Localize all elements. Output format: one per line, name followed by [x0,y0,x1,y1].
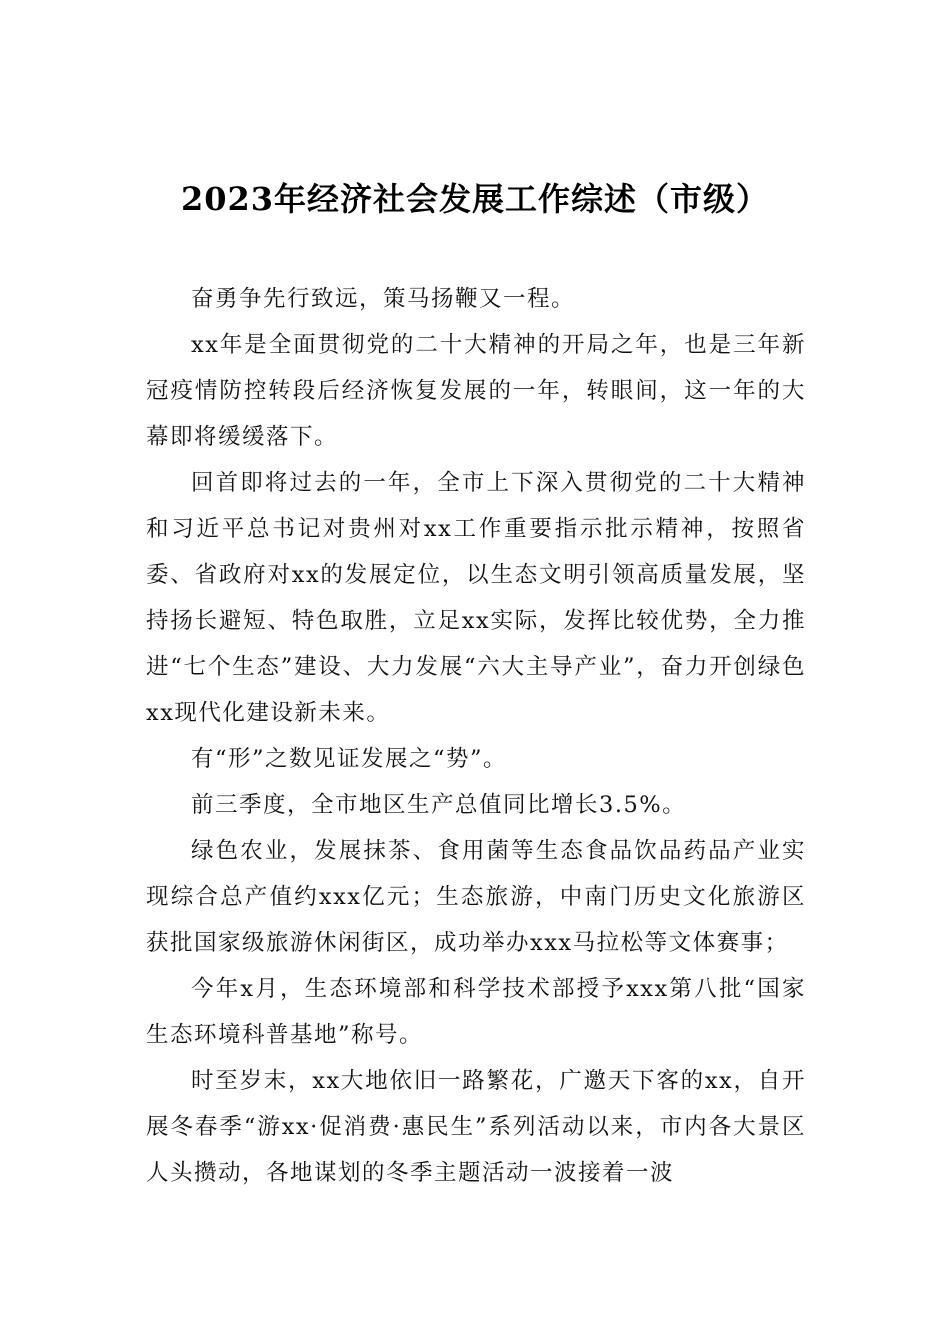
paragraph: 回首即将过去的一年，全市上下深入贯彻党的二十大精神和习近平总书记对贵州对xx工作重要指示批示精神，按照省委、省政府对xx的发展定位，以生态文明引领高质量发展，坚持扬长避短、特色取胜，立足xx实际，发挥比较优势，全力推进“七个生态”建设、大力发展“六大主导产业”，奋力开创绿色xx现代化建设新未来。 [146,470,806,726]
document-title: 2023年经济社会发展工作综述（市级） [180,180,770,218]
paragraph: 前三季度，全市地区生产总值同比增长3.5%。 [191,792,687,818]
paragraph: 奋勇争先行致远，策马扬鞭又一程。 [191,286,576,312]
paragraph: xx年是全面贯彻党的二十大精神的开局之年，也是三年新冠疫情防控转段后经济恢复发展的一年，转眼间，这一年的大幕即将缓缓落下。 [146,332,806,450]
paragraph: 时至岁末，xx大地依旧一路繁花，广邀天下客的xx，自开展冬春季“游xx·促消费·惠民生”系列活动以来，市内各大景区人头攒动，各地谋划的冬季主题活动一波接着一波 [146,1068,806,1186]
paragraph: 有“形”之数见证发展之“势”。 [191,746,508,772]
document-body [146,276,806,1196]
paragraph: 今年x月，生态环境部和科学技术部授予xxx第八批“国家生态环境科普基地”称号。 [146,976,806,1048]
paragraph: 绿色农业，发展抹茶、食用菌等生态食品饮品药品产业实现综合总产值约xxx亿元；生态旅游，中南门历史文化旅游区获批国家级旅游休闲街区，成功举办xxx马拉松等文体赛事； [146,838,806,956]
